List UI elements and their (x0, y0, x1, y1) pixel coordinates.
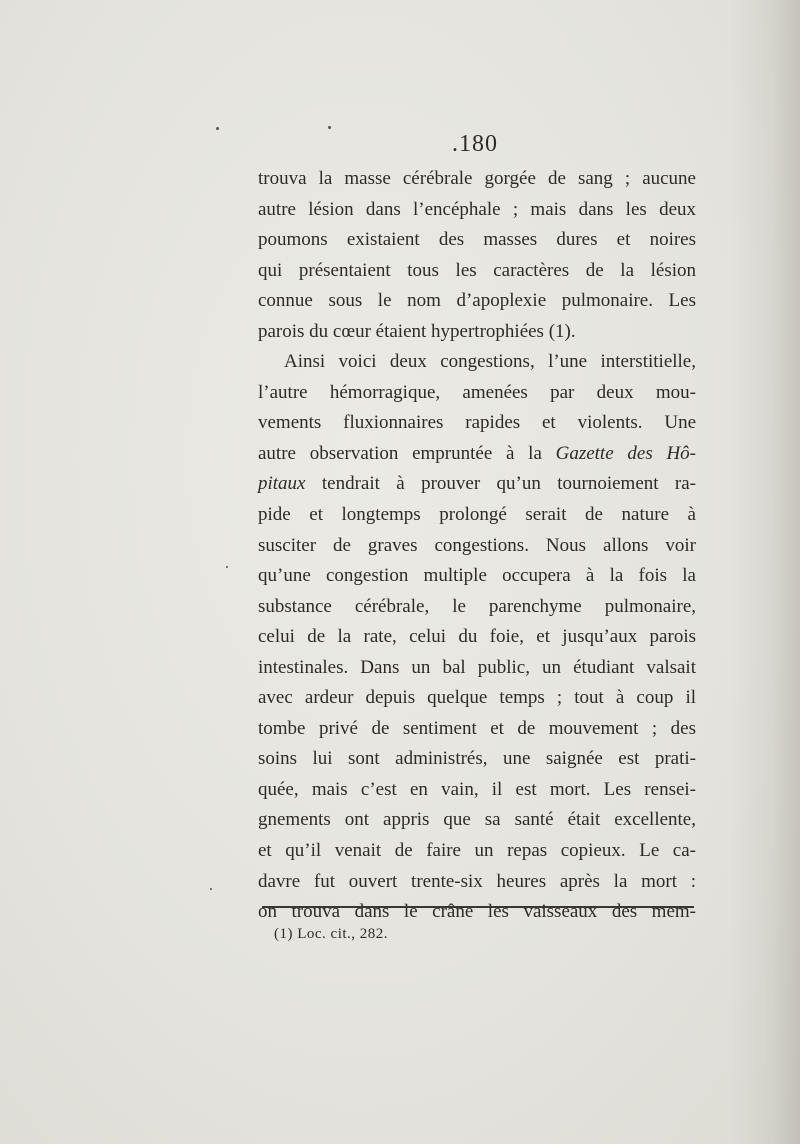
text-line: on trouva dans le crâne les vaisseaux des mem- (258, 901, 696, 923)
text-line: qui présentaient tous les caractères de la lésion (258, 259, 696, 281)
paper-speck (226, 566, 228, 568)
text-segment: autre observation empruntée à la (258, 442, 556, 464)
footnote: (1) Loc. cit., 282. (274, 926, 389, 942)
text-line: davre fut ouvert trente-six heures après la mort : (258, 870, 696, 892)
page-number: .180 (452, 131, 498, 157)
text-line: gnements ont appris que sa santé était excellente, (258, 809, 696, 831)
text-line: connue sous le nom d’apoplexie pulmonaire. Les (258, 290, 696, 312)
text-line: pide et longtemps prolongé serait de nature à (258, 504, 696, 526)
text-segment: tendrait à prouver qu’un tournoiement ra- (305, 473, 696, 495)
text-line: l’autre hémorragique, amenées par deux mou- (258, 381, 696, 403)
text-line: Ainsi voici deux congestions, l’une interstitielle, (284, 351, 696, 373)
text-line: parois du cœur étaient hypertrophiées (1). (258, 320, 576, 342)
text-line (258, 439, 696, 470)
footnote-rule (262, 906, 694, 908)
text-line (258, 469, 696, 500)
body-text (258, 164, 696, 928)
paper-speck (216, 127, 219, 130)
text-line: susciter de graves congestions. Nous allons voir (258, 534, 696, 556)
paper-speck (210, 888, 212, 890)
text-line: soins lui sont administrés, une saignée est prati- (258, 748, 696, 770)
text-line: quée, mais c’est en vain, il est mort. Les rensei- (258, 778, 696, 800)
text-line: autre lésion dans l’encéphale ; mais dans les deux (258, 198, 696, 220)
text-line: vements fluxionnaires rapides et violents. Une (258, 412, 696, 434)
text-line: avec ardeur depuis quelque temps ; tout à coup il (258, 687, 696, 709)
text-line: intestinales. Dans un bal public, un étudiant valsait (258, 656, 696, 678)
italic-title: Gazette des Hô- (555, 442, 696, 464)
text-line: trouva la masse cérébrale gorgée de sang ; aucune (258, 168, 696, 189)
text-line: et qu’il venait de faire un repas copieux. Le ca- (258, 840, 696, 862)
text-line: celui de la rate, celui du foie, et jusqu’aux parois (258, 626, 696, 648)
paper-speck (328, 126, 331, 129)
text-line: substance cérébrale, le parenchyme pulmonaire, (258, 595, 696, 617)
text-line: poumons existaient des masses dures et noires (258, 229, 696, 251)
text-line: qu’une congestion multiple occupera à la fois la (258, 565, 696, 587)
italic-title: pitaux (258, 473, 306, 495)
text-line: tombe privé de sentiment et de mouvement ; des (258, 717, 696, 739)
page-edge-shadow (730, 0, 800, 1144)
